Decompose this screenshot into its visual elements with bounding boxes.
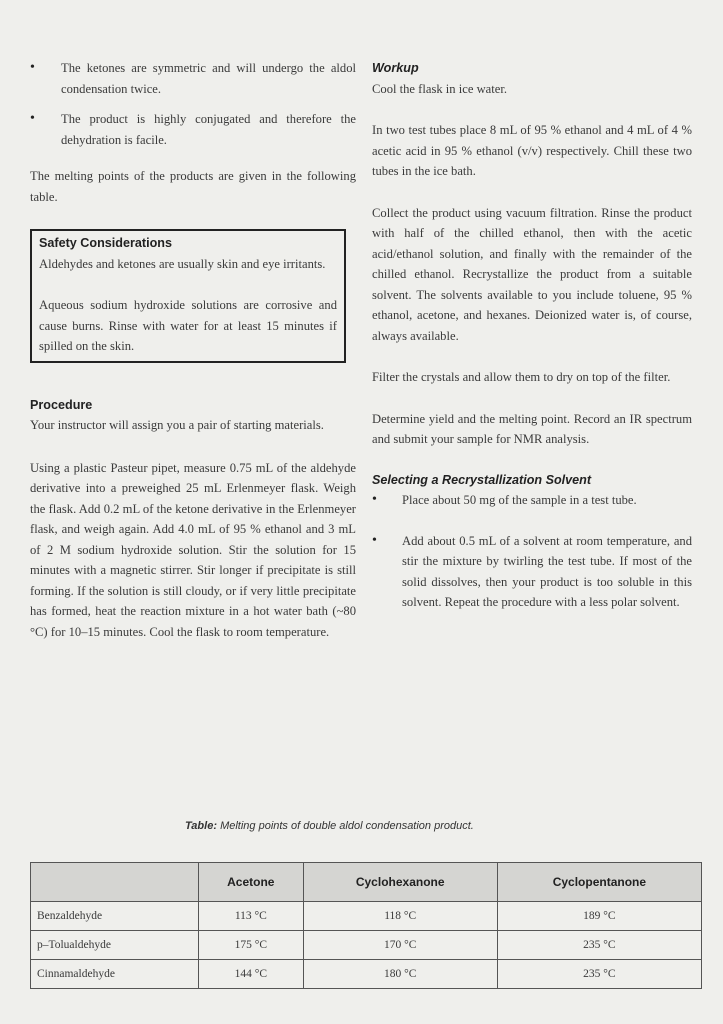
procedure-paragraph: Using a plastic Pasteur pipet, measure 0.75 mL of the aldehyde derivative into a preweighed 25 mL Erlenmeyer flask. Weigh the flask. Add 0.2 mL of the ketone derivative in the Erlenmeyer flask, and weigh again. Add 4.0 mL of 95 % ethanol and 3 mL of 2 M sodium hydroxide solution. Stir the solution for 15 minutes with a magnetic stirrer. Stir longer if precipitate is still forming. If the solution is still cloudy, or if very little precipitate has formed, heat the reaction mixture in a hot water bath (~80 °C) for 10–15 minutes. Cool the flask to room temperature.	[30, 460, 356, 639]
table-caption-text: Melting points of double aldol condensation product.	[220, 820, 474, 832]
table-header-row	[31, 863, 702, 902]
table-header-cell: Cyclohexanone	[303, 863, 497, 902]
table-caption	[185, 820, 474, 832]
table-cell: 118 °C	[303, 902, 497, 931]
safety-paragraph: Aldehydes and ketones are usually skin and eye irritants.	[39, 256, 326, 271]
table-cell-aldehyde: Benzaldehyde	[31, 902, 199, 931]
bullet-text: The product is highly conjugated and therefore the dehydration is facile.	[61, 112, 356, 147]
procedure-paragraph: Your instructor will assign you a pair of starting materials.	[30, 418, 324, 432]
bullet-text: Add about 0.5 mL of a solvent at room temperature, and stir the mixture by twirling the test tube. If most of the solid dissolves, then your product is too soluble in this solvent. Repeat the procedure with a less polar solvent.	[402, 533, 692, 609]
workup-paragraph: Collect the product using vacuum filtration. Rinse the product with half of the chilled ethanol, then with the acetic acid/ethanol solution, and finally with the remainder of the chilled ethanol. Recrystallize the product from a suitable solvent. The solvents available to you include toluene, 95 % ethanol, acetone, and hexanes. Deionized water is, of course, always available.	[372, 205, 692, 343]
bullet-text: Place about 50 mg of the sample in a test tube.	[402, 493, 637, 507]
bullet-item	[30, 109, 356, 150]
table-cell: 144 °C	[199, 960, 304, 989]
table-row	[31, 960, 702, 989]
bullet-item	[30, 58, 356, 99]
bullet-item	[372, 531, 692, 613]
solvent-heading: Selecting a Recrystallization Solvent	[372, 472, 592, 487]
safety-paragraph: Aqueous sodium hydroxide solutions are corrosive and cause burns. Rinse with water for at least 15 minutes if spilled on the skin.	[39, 298, 337, 353]
table-cell: 235 °C	[497, 960, 701, 989]
bullet-item	[372, 490, 692, 511]
left-column	[30, 58, 356, 642]
bullet-text: The ketones are symmetric and will undergo the aldol condensation twice.	[61, 61, 356, 96]
workup-heading: Workup	[372, 61, 419, 75]
melting-intro: The melting points of the products are given in the following table.	[30, 169, 356, 204]
table-row	[31, 931, 702, 960]
table-row	[31, 902, 702, 931]
right-column	[372, 58, 692, 613]
safety-box	[30, 229, 346, 363]
table-cell-aldehyde: Cinnamaldehyde	[31, 960, 199, 989]
table-header-cell: Acetone	[199, 863, 304, 902]
table-cell-aldehyde: p–Tolualdehyde	[31, 931, 199, 960]
table-caption-label: Table:	[185, 820, 217, 832]
workup-paragraph: Cool the flask in ice water.	[372, 81, 507, 96]
melting-points-table	[30, 862, 702, 989]
table-header-cell	[31, 863, 199, 902]
table-cell: 189 °C	[497, 902, 701, 931]
bullet-dot-icon: •	[372, 492, 377, 507]
table-cell: 113 °C	[199, 902, 304, 931]
safety-heading: Safety Considerations	[39, 236, 172, 250]
table-cell: 170 °C	[303, 931, 497, 960]
table-header-cell: Cyclopentanone	[497, 863, 701, 902]
bullet-dot-icon: •	[372, 532, 377, 548]
workup-paragraph: Determine yield and the melting point. Record an IR spectrum and submit your sample for NMR analysis.	[372, 411, 692, 446]
procedure-heading: Procedure	[30, 397, 93, 412]
table-cell: 180 °C	[303, 960, 497, 989]
workup-paragraph: Filter the crystals and allow them to dry on top of the filter.	[372, 370, 671, 384]
table-cell: 235 °C	[497, 931, 701, 960]
bullet-dot-icon: •	[30, 60, 35, 75]
workup-paragraph: In two test tubes place 8 mL of 95 % ethanol and 4 mL of 4 % acetic acid in 95 % ethanol (v/v) respectively. Chill these two tubes in the ice bath.	[372, 123, 692, 178]
bullet-dot-icon: •	[30, 111, 35, 126]
table-cell: 175 °C	[199, 931, 304, 960]
